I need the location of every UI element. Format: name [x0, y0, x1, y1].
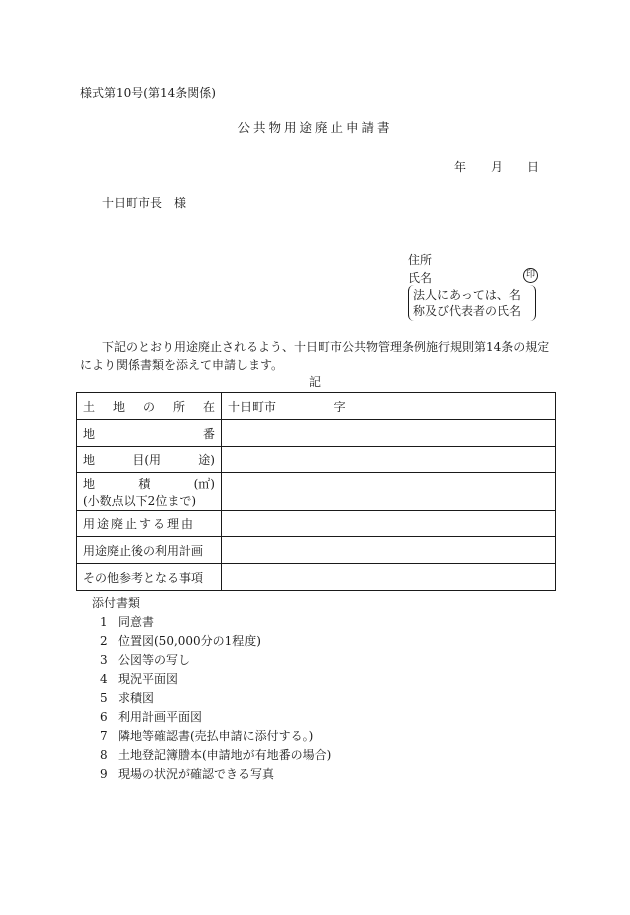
location-value[interactable]	[222, 393, 556, 420]
addressee: 十日町市長 様	[102, 196, 187, 210]
corporate-note: 法人にあっては、名称及び代表者の氏名	[408, 285, 536, 321]
ki-heading: 記	[308, 375, 321, 389]
list-item: 3 公図等の写し	[100, 653, 191, 667]
page-title: 公共物用途廃止申請書	[237, 120, 393, 135]
list-item: 9 現場の状況が確認できる写真	[100, 767, 275, 781]
table-row	[77, 447, 556, 473]
land-category-value[interactable]	[222, 447, 556, 473]
use-plan-value[interactable]	[222, 537, 556, 564]
address-label: 住所	[408, 253, 433, 267]
location-city: 十日町市	[228, 399, 277, 414]
attachments-heading: 添付書類	[92, 596, 141, 610]
table-row	[77, 473, 556, 511]
list-item: 8 土地登記簿謄本(申請地が有地番の場合)	[100, 748, 332, 762]
list-item: 4 現況平面図	[100, 672, 179, 686]
list-item: 5 求積図	[100, 691, 155, 705]
attachments-list	[100, 613, 331, 784]
use-plan-label: 用途廃止後の利用計画	[77, 537, 222, 564]
table-row	[77, 564, 556, 591]
area-sublabel: (小数点以下2位まで)	[83, 493, 196, 508]
table-row	[77, 420, 556, 447]
lot-number-value[interactable]	[222, 420, 556, 447]
area-label: 地 積 (㎡) (小数点以下2位まで)	[77, 473, 222, 511]
application-statement: 下記のとおり用途廃止されるよう、十日町市公共物管理条例施行規則第14条の規定により関係書類を添えて申請します。	[80, 340, 550, 372]
table-row	[77, 537, 556, 564]
date-month-label: 月	[491, 160, 504, 174]
list-item: 7 隣地等確認書(売払申請に添付する。)	[100, 729, 314, 743]
date-day-label: 日	[527, 160, 540, 174]
table-row	[77, 511, 556, 537]
list-item: 6 利用計画平面図	[100, 710, 203, 724]
other-notes-label: その他参考となる事項	[77, 564, 222, 591]
reason-value[interactable]	[222, 511, 556, 537]
table-row	[77, 393, 556, 420]
area-value[interactable]	[222, 473, 556, 511]
name-label: 氏名	[408, 271, 433, 285]
seal-mark: 印	[523, 268, 538, 283]
list-item: 2 位置図(50,000分の1程度)	[100, 634, 261, 648]
location-label: 土 地 の 所 在	[77, 393, 222, 420]
date-year-label: 年	[454, 160, 467, 174]
land-category-label: 地 目(用 途)	[77, 447, 222, 473]
form-number: 様式第10号(第14条関係)	[80, 86, 216, 100]
application-table	[76, 392, 556, 591]
reason-label: 用途廃止する理由	[77, 511, 222, 537]
other-notes-value[interactable]	[222, 564, 556, 591]
list-item: 1 同意書	[100, 615, 155, 629]
location-aza: 字	[333, 399, 346, 414]
lot-number-label: 地 番	[77, 420, 222, 447]
